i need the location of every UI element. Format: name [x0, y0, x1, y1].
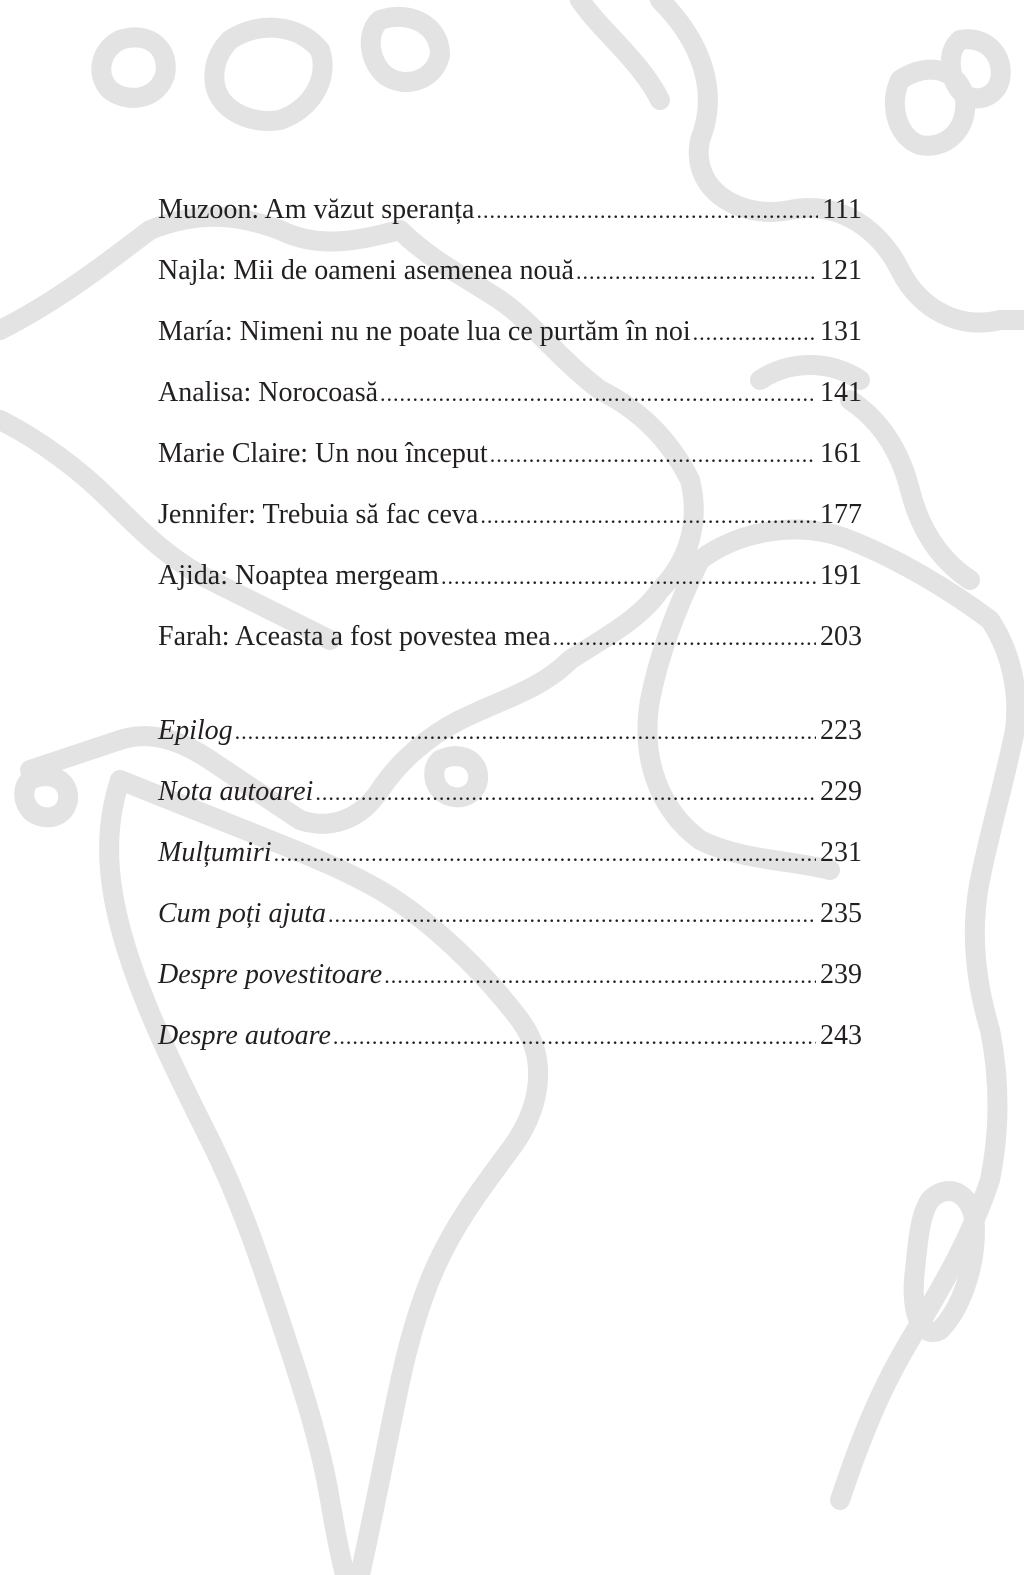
dot-leader	[576, 252, 816, 292]
toc-entry-title: Mulțumiri	[158, 837, 272, 868]
toc-entry-najla[interactable]	[158, 251, 862, 291]
toc-entry-page: 191	[820, 560, 862, 591]
toc-entry-title: Farah: Aceasta a fost povestea mea	[158, 621, 551, 652]
toc-entry-page: 161	[820, 438, 862, 469]
toc-entry-title: Jennifer: Trebuia să fac ceva	[158, 499, 479, 530]
dot-leader	[480, 496, 816, 536]
toc-entry-page: 111	[822, 194, 862, 225]
toc-entry-multumiri[interactable]	[158, 833, 862, 873]
toc-entry-title: Analisa: Norocoasă	[158, 377, 379, 408]
toc-entry-title: Nota autoarei	[158, 776, 314, 807]
toc-entry-title: Despre povestitoare	[158, 959, 383, 990]
dot-leader	[553, 618, 816, 658]
dot-leader	[380, 374, 816, 414]
toc-entry-page: 141	[820, 377, 862, 408]
dot-leader	[315, 773, 816, 813]
toc-entry-page: 239	[820, 959, 862, 990]
toc-entry-analisa[interactable]	[158, 373, 862, 413]
toc-entry-ajida[interactable]	[158, 556, 862, 596]
toc-entry-epilog[interactable]	[158, 711, 862, 751]
toc-entry-title: Najla: Mii de oameni asemenea nouă	[158, 255, 574, 286]
dot-leader	[333, 1017, 816, 1057]
map-scandinavia	[580, 0, 660, 100]
toc-entry-muzoon[interactable]	[158, 190, 862, 230]
toc-entry-despre-autoare[interactable]	[158, 1016, 862, 1056]
map-arctic-islands	[214, 28, 322, 121]
toc-entry-cum-poti-ajuta[interactable]	[158, 894, 862, 934]
toc-entry-page: 131	[820, 316, 862, 347]
dot-leader	[328, 895, 816, 935]
toc-entry-page: 177	[820, 499, 862, 530]
toc-entry-page: 121	[820, 255, 862, 286]
map-africa	[700, 530, 1016, 1500]
dot-leader	[693, 313, 816, 353]
toc-entry-farah[interactable]	[158, 617, 862, 657]
toc-entry-maria[interactable]	[158, 312, 862, 352]
toc-entry-jennifer[interactable]	[158, 495, 862, 535]
toc-entry-page: 229	[820, 776, 862, 807]
map-arctic-island-3	[371, 17, 440, 82]
map-arctic-island-2	[101, 37, 165, 98]
dot-leader	[235, 712, 816, 752]
toc-entry-page: 235	[820, 898, 862, 929]
dot-leader	[384, 956, 816, 996]
map-europe-islands-2	[951, 39, 1001, 98]
toc-entry-despre-povestitoare[interactable]	[158, 955, 862, 995]
toc-entry-page: 231	[820, 837, 862, 868]
toc-entry-title: Muzoon: Am văzut speranța	[158, 194, 475, 225]
toc-entry-nota-autoarei[interactable]	[158, 772, 862, 812]
dot-leader	[274, 834, 816, 874]
dot-leader	[490, 435, 816, 475]
map-pacific-islands	[24, 776, 68, 817]
toc-entry-title: Epilog	[158, 715, 233, 746]
toc-entry-title: María: Nimeni nu ne poate lua ce purtăm în noi	[158, 316, 691, 347]
toc-entry-title: Cum poți ajuta	[158, 898, 327, 929]
toc-entry-page: 223	[820, 715, 862, 746]
toc-entry-title: Marie Claire: Un nou început	[158, 438, 488, 469]
dot-leader	[441, 557, 816, 597]
toc-entry-page: 243	[820, 1020, 862, 1051]
toc-entry-page: 203	[820, 621, 862, 652]
toc-entry-marie-claire[interactable]	[158, 434, 862, 474]
dot-leader	[476, 191, 818, 231]
toc-entry-title: Despre autoare	[158, 1020, 331, 1051]
toc-entry-title: Ajida: Noaptea mergeam	[158, 560, 439, 591]
